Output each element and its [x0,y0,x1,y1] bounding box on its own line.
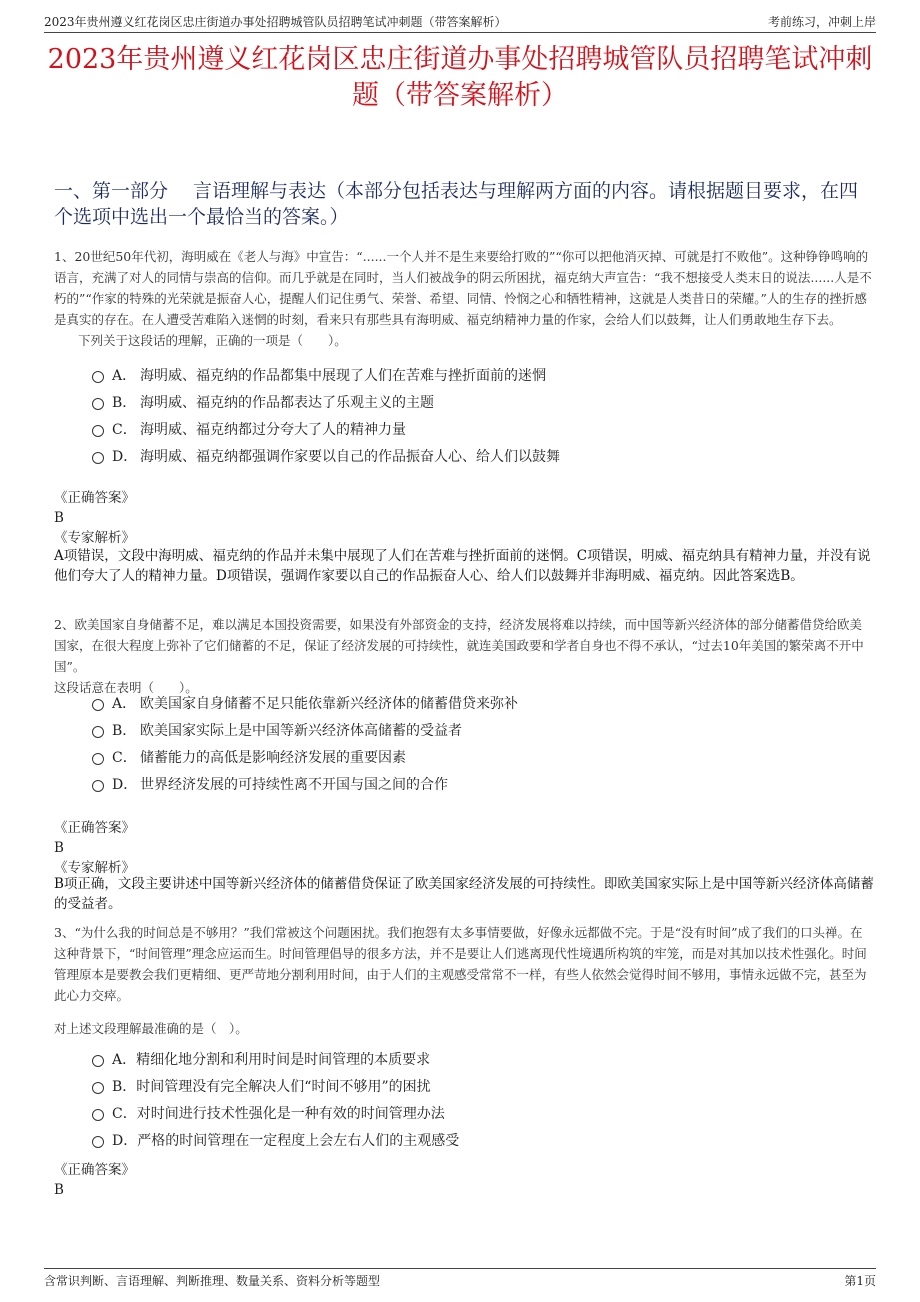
radio-icon[interactable] [92,1109,104,1121]
question-1-explanation: A项错误，文段中海明威、福克纳的作品并未集中展现了人们在苦难与挫折面前的迷惘。C项错误，明威、福克纳具有精神力量，并没有说他们夸大了人的精神力量。D项错误，强调作家要以自己的作品振奋人心、给人们以鼓舞并非海明威、福克纳。因此答案选B。 [54,548,871,584]
question-2-block [54,614,874,698]
footer-note: 含常识判断、言语理解、判断推理、数量关系、资料分析等题型 [44,1274,381,1288]
question-2-option-c[interactable]: C． 储蓄能力的高低是影响经济发展的重要因素 [92,748,406,768]
question-2-passage: 2、欧美国家自身储蓄不足，难以满足本国投资需要，如果没有外部资金的支持，经济发展将难以持续，而中国等新兴经济体的部分储蓄借贷给欧美国家，在很大程度上弥补了它们储蓄的不足，保证了经济发展的可持续性，就连美国政要和学者自身也不得不承认，“过去10年美国的繁荣离不开中国”。 [54,617,864,674]
radio-icon[interactable] [92,398,104,410]
page-number: 第1页 [844,1274,876,1288]
question-1-prompt: 下列关于这段话的理解，正确的一项是（ ）。 [78,333,347,348]
question-2-prompt: 这段话意在表明（ ）。 [54,680,198,695]
radio-icon[interactable] [92,452,104,464]
page-header [44,10,876,33]
question-1-option-a[interactable]: A． 海明威、福克纳的作品都集中展现了人们在苦难与挫折面前的迷惘 [92,366,546,386]
question-3-block [54,922,874,1039]
radio-icon[interactable] [92,1082,104,1094]
radio-icon[interactable] [92,425,104,437]
section-heading: 一、第一部分 言语理解与表达（本部分包括表达与理解两方面的内容。请根据题目要求，在四个选项中选出一个最恰当的答案。） [54,180,859,228]
question-2-option-a[interactable]: A． 欧美国家自身储蓄不足只能依靠新兴经济体的储蓄借贷来弥补 [92,694,518,714]
question-1-block [54,246,874,351]
question-3-option-a[interactable]: A．精细化地分割和利用时间是时间管理的本质要求 [92,1050,430,1070]
radio-icon[interactable] [92,1055,104,1067]
radio-icon[interactable] [92,753,104,765]
answer-value: B [54,510,64,526]
question-2-option-b[interactable]: B． 欧美国家实际上是中国等新兴经济体高储蓄的受益者 [92,721,462,741]
question-3-option-c[interactable]: C．对时间进行技术性强化是一种有效的时间管理办法 [92,1104,445,1124]
radio-icon[interactable] [92,371,104,383]
radio-icon[interactable] [92,699,104,711]
question-3-option-b[interactable]: B．时间管理没有完全解决人们“时间不够用”的困扰 [92,1077,431,1097]
question-3-prompt: 对上述文段理解最准确的是（ ）。 [54,1021,248,1036]
question-3-answer: 《正确答案》 B [54,1160,874,1200]
question-1-option-d[interactable]: D． 海明威、福克纳都强调作家要以自己的作品振奋人心、给人们以鼓舞 [92,447,560,467]
document-title: 2023年贵州遵义红花岗区忠庄街道办事处招聘城管队员招聘笔试冲刺题（带答案解析） [47,44,873,111]
answer-value: B [54,1182,64,1198]
question-2-explanation: B项正确，文段主要讲述中国等新兴经济体的储蓄借贷保证了欧美国家经济发展的可持续性。即欧美国家实际上是中国等新兴经济体高储蓄的受益者。 [54,876,874,912]
question-2-option-d[interactable]: D． 世界经济发展的可持续性离不开国与国之间的合作 [92,775,448,795]
radio-icon[interactable] [92,726,104,738]
question-3-passage: 3、“为什么我的时间总是不够用？”我们常被这个问题困扰。我们抱怨有太多事情要做，好像永远都做不完。于是“没有时间”成了我们的口头禅。在这种背景下，“时间管理”理念应运而生。时间管理倡导的很多方法，并不是要让人们逃离现代性境遇所构筑的牢笼，而是对其加以技术性强化。时间管理原本是要教会我们更精细、更严苛地分割利用时间，由于人们的主观感受常常不一样，有些人依然会觉得时间不够用，事情永远做不完，甚至为此心力交瘁。 [54,925,867,1003]
question-1-option-c[interactable]: C． 海明威、福克纳都过分夸大了人的精神力量 [92,420,406,440]
question-3-option-d[interactable]: D．严格的时间管理在一定程度上会左右人们的主观感受 [92,1131,459,1151]
radio-icon[interactable] [92,1136,104,1148]
page-footer [44,1268,876,1289]
question-2-answer: 《正确答案》 B 《专家解析》 [54,818,874,878]
question-1-passage: 1、20世纪50年代初，海明威在《老人与海》中宣告：“......一个人并不是生来要给打败的”“你可以把他消灭掉、可就是打不败他”。这种铮铮鸣响的语言，充满了对人的同情与崇高的信仰。而几乎就是在同时，当人们被战争的阴云所困扰，福克纳大声宣告：“我不想接受人类末日的说法......人是不朽的”“作家的特殊的光荣就是振奋人心，提醒人们记住勇气、荣誉、希望、同情、怜悯之心和牺牲精神，这就是人类昔日的荣耀。”人的生存的挫折感是真实的存在。在人遭受苦难陷入迷惘的时刻，看来只有那些具有海明威、福克纳精神力量的作家，会给人们以鼓舞，让人们勇敢地生存下去。 [54,249,872,327]
header-slogan: 考前练习，冲刺上岸 [767,15,876,29]
question-1-option-b[interactable]: B． 海明威、福克纳的作品都表达了乐观主义的主题 [92,393,434,413]
question-1-answer: 《正确答案》 B 《专家解析》 [54,488,874,548]
answer-value: B [54,840,64,856]
radio-icon[interactable] [92,780,104,792]
header-title: 2023年贵州遵义红花岗区忠庄街道办事处招聘城管队员招聘笔试冲刺题（带答案解析） [44,15,507,29]
